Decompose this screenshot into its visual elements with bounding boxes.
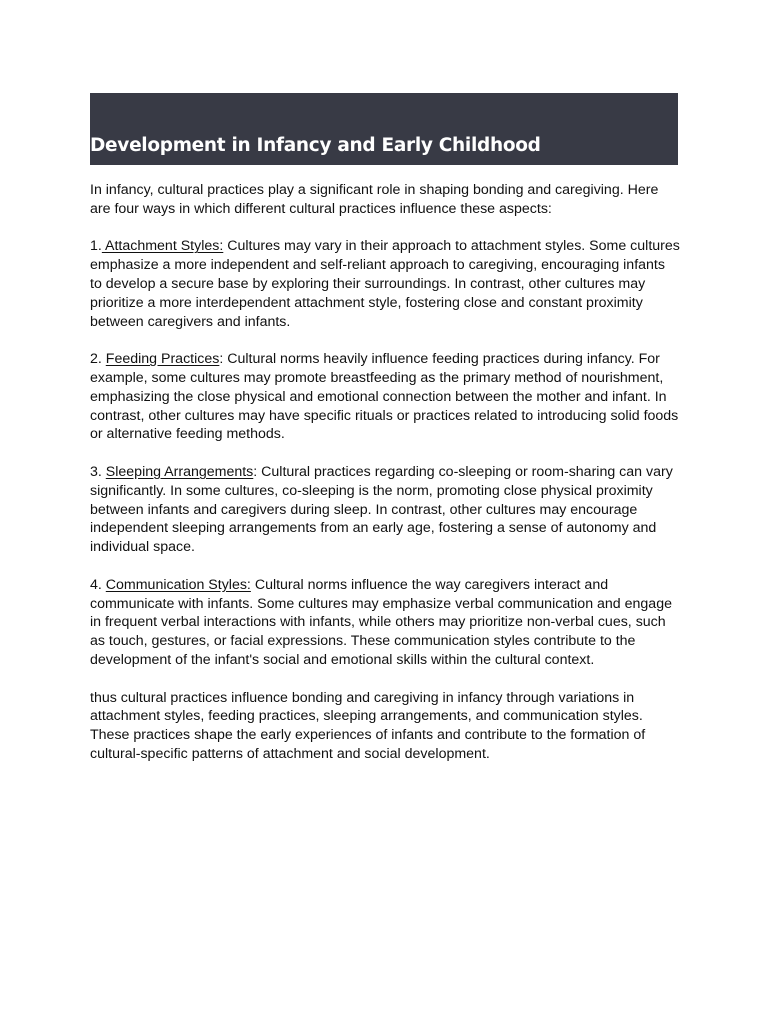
title-banner: [90, 93, 678, 165]
list-item-communication-styles: [90, 576, 680, 670]
page-title: Development in Infancy and Early Childhood: [90, 135, 541, 156]
list-item-sleeping-arrangements: [90, 463, 680, 557]
item-term: Feeding Practices: [105, 351, 220, 368]
intro-paragraph: In infancy, cultural practices play a significant role in shaping bonding and caregiving. Here are four ways in which different cultural practices influence these aspects:: [90, 182, 659, 217]
item-number: 3.: [90, 463, 106, 480]
item-text: Cultures may vary in their approach to attachment styles. Some cultures emphasize a more independent and self-reliant approach to caregiving, encouraging infants to develop a secure base by exploring their surroundings. In contrast, other cultures may prioritize a more interdependent attachment style, fostering close and constant proximity between caregivers and infants.: [90, 238, 680, 330]
item-text: : Cultural practices regarding co-sleeping or room-sharing can vary significantly. In some cultures, co-sleeping is the norm, promoting close physical proximity between infants and caregivers during sleep. In contrast, other cultures may encourage independent sleeping arrangements from an early age, fostering a sense of autonomy and individual space.: [90, 463, 673, 556]
item-term: Sleeping Arrangements: [105, 463, 254, 480]
item-number: 4.: [90, 576, 106, 593]
item-term: Communication Styles:: [105, 576, 251, 593]
list-item-attachment-styles: [90, 237, 680, 331]
conclusion-paragraph: thus cultural practices influence bonding and caregiving in infancy through variations in attachment styles, feeding practices, sleeping arrangements, and communication styles. These practices shape the early experiences of infants and contribute to the formation of cultural-specific patterns of attachment and social development.: [90, 689, 646, 762]
item-number: 2.: [90, 351, 106, 368]
list-item-feeding-practices: [90, 350, 680, 444]
item-text: : Cultural norms heavily influence feeding practices during infancy. For example, some cultures may promote breastfeeding as the primary method of nourishment, emphasizing the close physical and emotional connection between the mother and infant. In contrast, other cultures may have specific rituals or practices related to introducing solid foods or alternative feeding methods.: [90, 351, 679, 443]
item-text: Cultural norms influence the way caregivers interact and communicate with infants. Some cultures may emphasize verbal communication and engage in frequent verbal interactions with infants, while others may prioritize non-verbal cues, such as touch, gestures, or facial expressions. These communication styles contribute to the development of the infant's social and emotional skills within the cultural context.: [90, 576, 672, 668]
item-number: 1.: [90, 238, 102, 255]
document-body: [90, 181, 680, 783]
item-term: Attachment Styles:: [101, 238, 224, 255]
